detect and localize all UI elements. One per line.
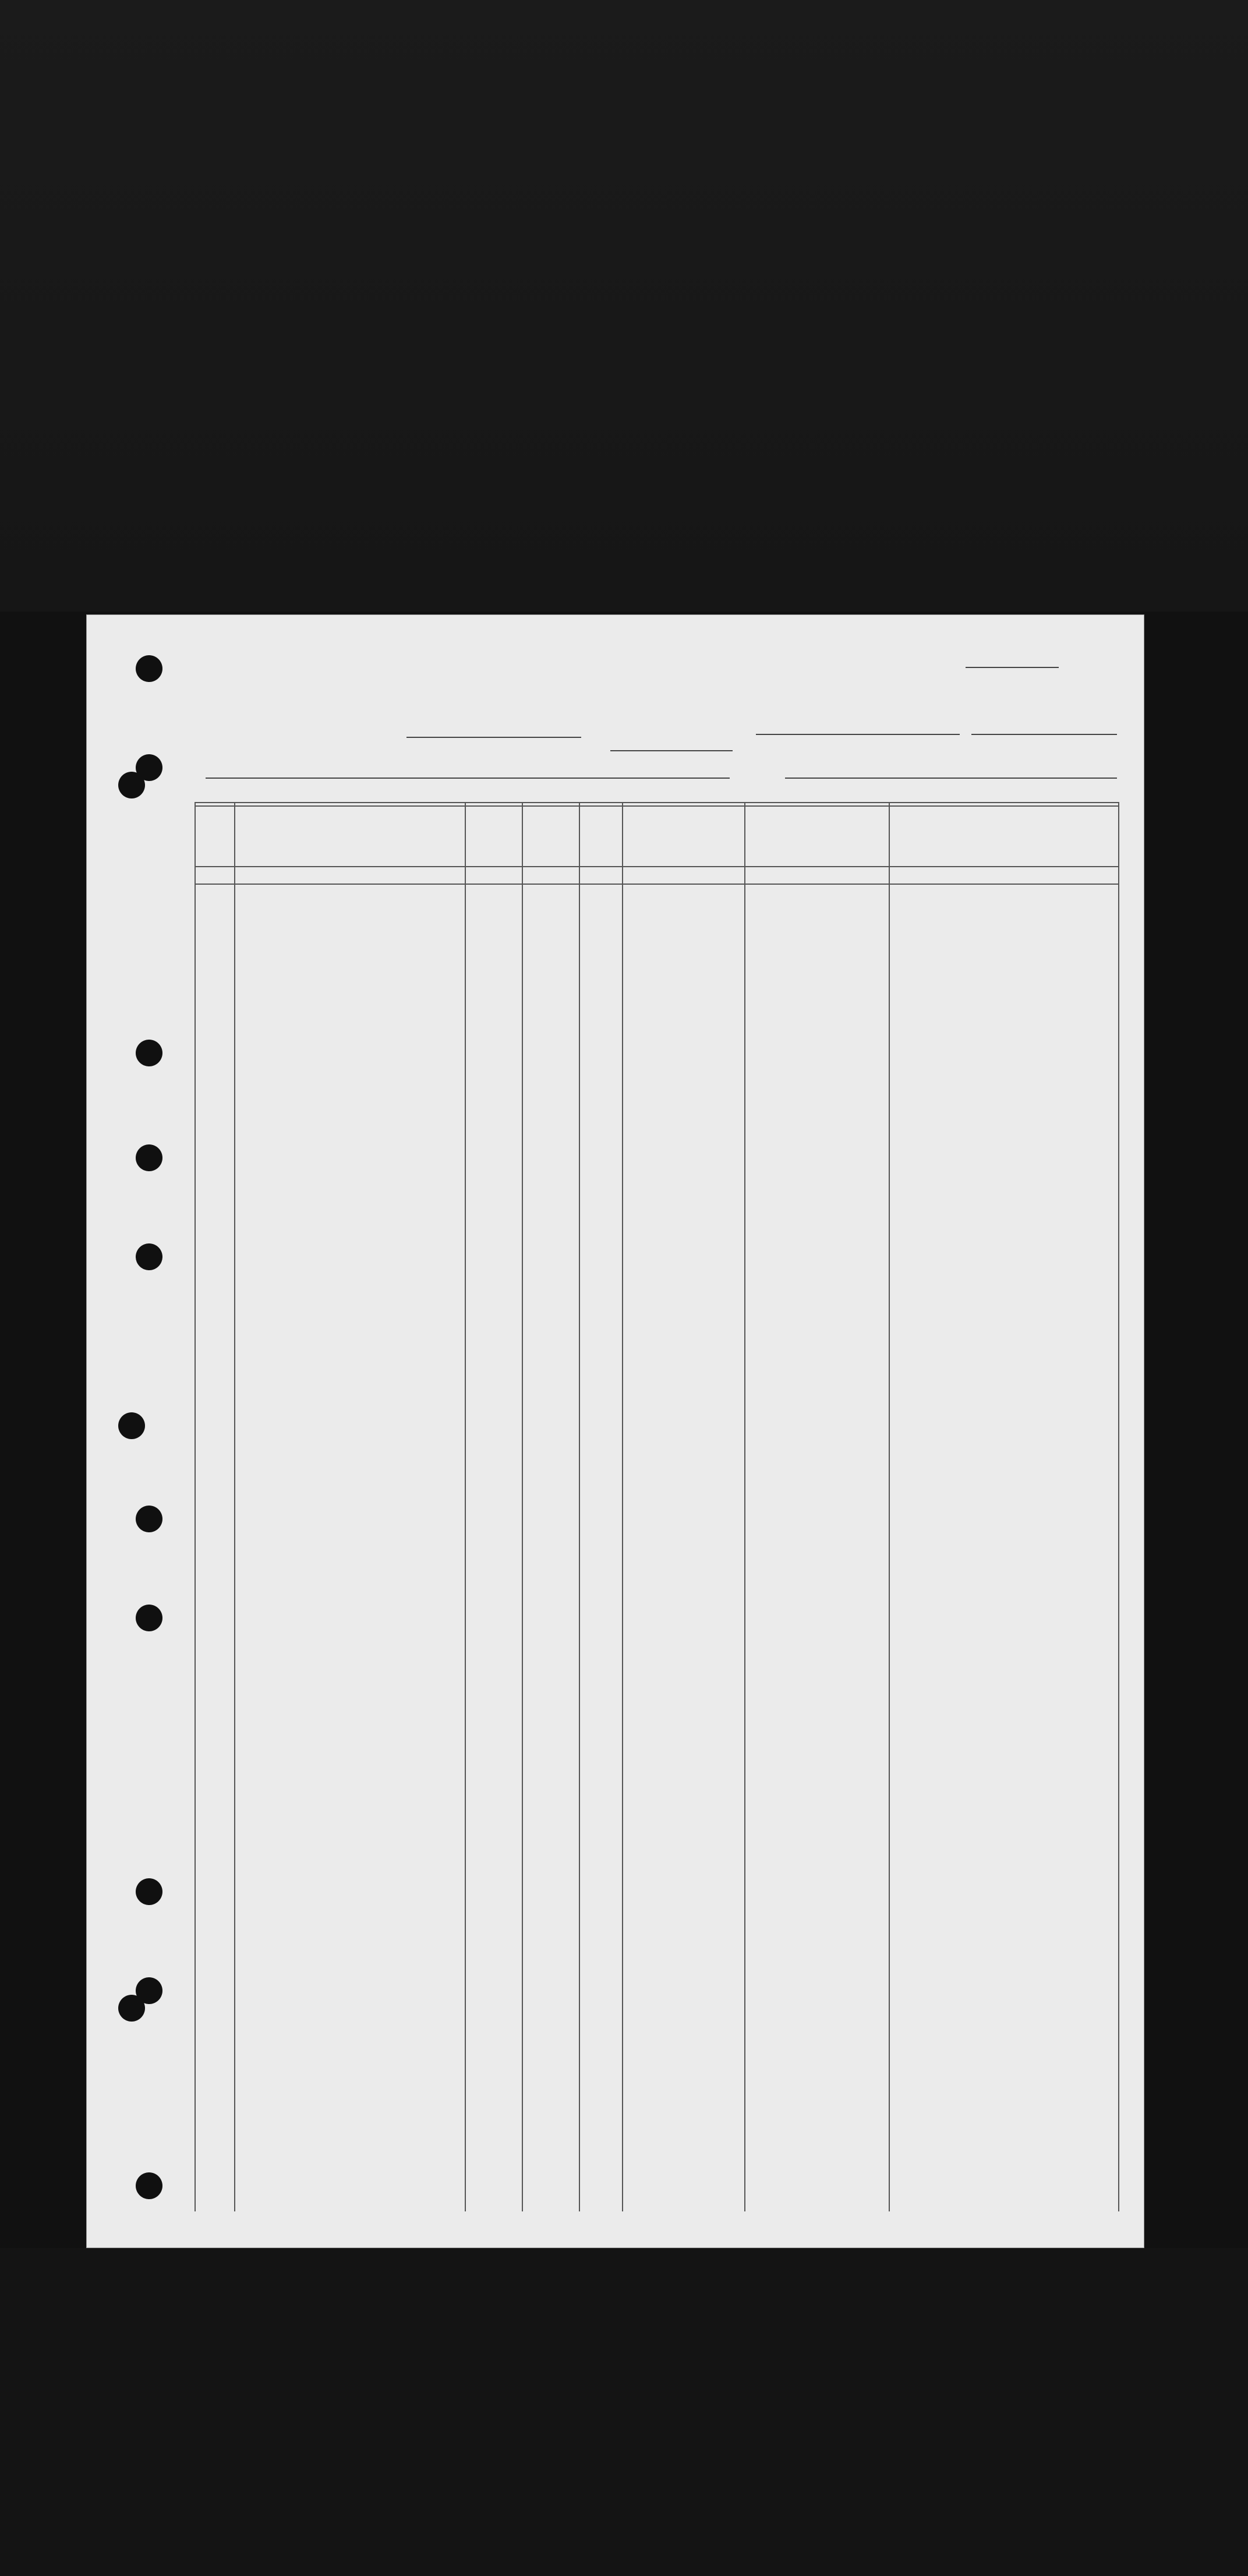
punch-hole — [136, 2172, 162, 2199]
punch-hole — [136, 1144, 162, 1171]
class-underline — [610, 750, 733, 751]
col-divider — [465, 802, 466, 2211]
punch-hole — [136, 1878, 162, 1905]
col-divider — [234, 802, 235, 2211]
punch-hole — [136, 1243, 162, 1270]
table-top-rule — [195, 802, 1119, 803]
punch-hole — [136, 1040, 162, 1066]
scan-background-bottom — [0, 2248, 1248, 2576]
punch-hole — [136, 655, 162, 682]
col-divider — [522, 802, 523, 2211]
col-divider — [744, 802, 745, 2211]
table-top-rule-2 — [195, 805, 1119, 807]
date-underline — [971, 734, 1117, 735]
passenger-table — [195, 802, 1119, 2235]
voyage-underline — [406, 737, 581, 738]
col-divider — [579, 802, 580, 2211]
scan-background-top — [0, 0, 1248, 612]
punch-hole — [136, 1605, 162, 1631]
document-page — [86, 614, 1144, 2248]
vessel-underline — [206, 778, 730, 779]
col-divider — [195, 802, 196, 2211]
punch-hole — [118, 1995, 145, 2022]
arrival-underline — [785, 778, 1117, 779]
header-bottom-rule — [195, 866, 1119, 867]
colnum-rule — [195, 884, 1119, 885]
col-divider — [1118, 802, 1119, 2211]
col-divider — [889, 802, 890, 2211]
punch-hole — [118, 1412, 145, 1439]
embark-underline — [756, 734, 960, 735]
punch-hole — [118, 772, 145, 798]
col-divider — [622, 802, 623, 2211]
punch-hole — [136, 1506, 162, 1532]
list-underline — [966, 667, 1059, 668]
